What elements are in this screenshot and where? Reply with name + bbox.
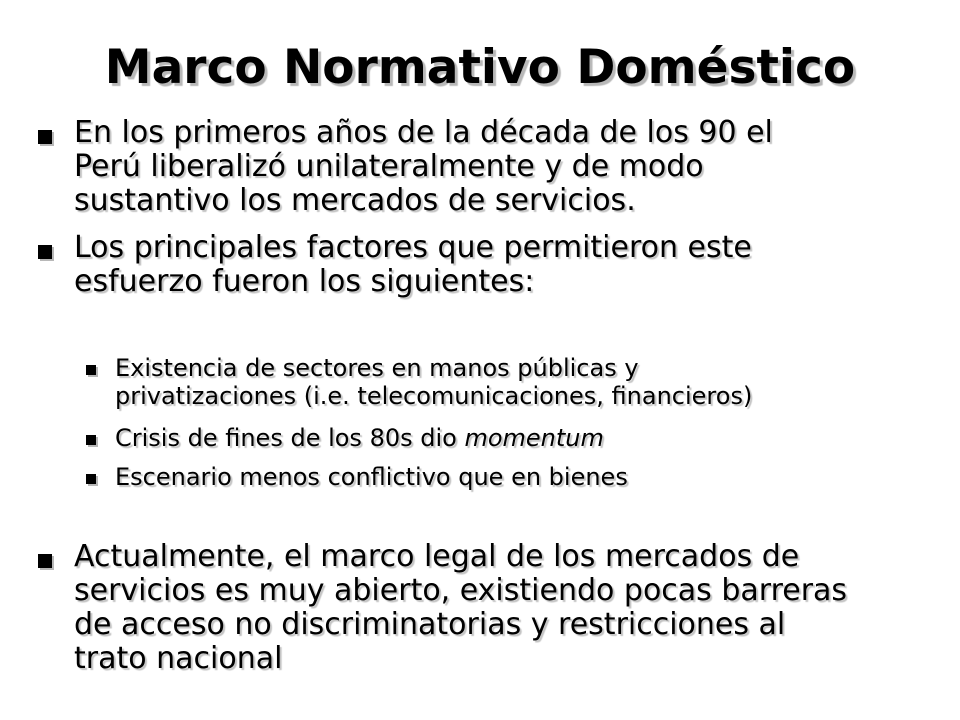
bullet-item-2	[38, 231, 918, 299]
slide-title: Marco Normativo Doméstico	[104, 40, 856, 95]
sub-bullet-text-emphasis: momentum	[464, 424, 604, 452]
sub-bullet-text: Existencia de sectores en manos públicas y privatizaciones (i.e. telecomunicaciones, financieros)	[115, 354, 753, 410]
square-bullet-icon	[38, 554, 52, 568]
bullet-text: Actualmente, el marco legal de los mercados de servicios es muy abierto, existiendo pocas barreras de acceso no discriminatorias y restricciones al trato nacional	[74, 539, 848, 676]
sub-bullet-text: Escenario menos conflictivo que en bienes	[115, 463, 628, 491]
square-bullet-icon	[38, 130, 52, 144]
square-bullet-icon	[38, 245, 52, 259]
square-bullet-icon	[86, 474, 96, 484]
sub-bullet-text	[115, 424, 604, 452]
bullet-item-3	[38, 540, 918, 676]
square-bullet-icon	[86, 365, 96, 375]
sub-bullet-item-3	[86, 463, 886, 491]
bullet-item-1	[38, 116, 918, 218]
bullet-text: En los primeros años de la década de los 90 el Perú liberalizó unilateralmente y de modo sustantivo los mercados de servicios.	[74, 115, 773, 218]
square-bullet-icon	[86, 435, 96, 445]
sub-bullet-item-1	[86, 354, 886, 410]
sub-bullet-text-prefix: Crisis de fines de los 80s dio	[115, 424, 465, 452]
sub-bullet-item-2	[86, 424, 886, 452]
bullet-text: Los principales factores que permitieron este esfuerzo fueron los siguientes:	[74, 230, 752, 299]
